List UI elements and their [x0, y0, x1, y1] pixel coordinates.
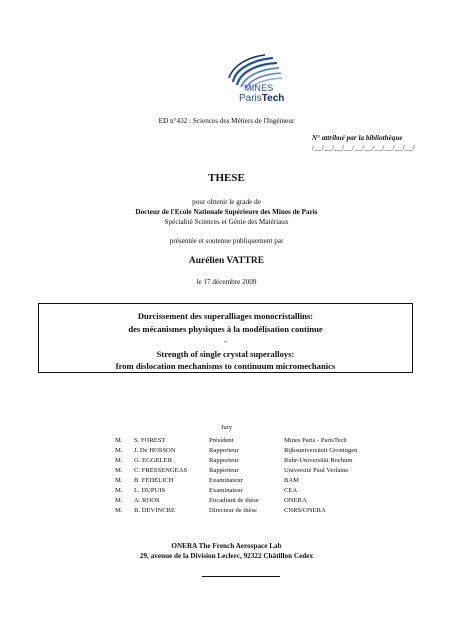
jury-civility: M.: [115, 457, 123, 464]
jury-table: [115, 436, 357, 516]
jury-organization: Université Paul Verlaine: [284, 467, 349, 474]
jury-civility: M.: [115, 497, 123, 504]
table-row: [115, 436, 357, 446]
doctoral-school-line: ED n°432 : Sciences des Métiers de l'Ingénieur: [158, 117, 295, 125]
jury-name: B. FEDELICH: [134, 477, 174, 484]
jury-civility: M.: [115, 487, 123, 494]
jury-civility: M.: [115, 467, 123, 474]
table-row: [115, 486, 357, 496]
lab-address: 29, avenue de la Division Leclerc, 92322 Châtillon Cedex: [139, 552, 314, 560]
jury-name: L. DUPUIS: [134, 487, 166, 494]
thesis-heading: THESE: [208, 172, 245, 184]
jury-organization: CEA: [284, 487, 298, 494]
table-row: [115, 456, 357, 466]
jury-role: Rapporteur: [209, 467, 239, 474]
table-row: [115, 466, 357, 476]
jury-civility: M.: [115, 447, 123, 454]
library-attribution: [312, 134, 415, 152]
jury-organization: ONERA: [284, 497, 307, 504]
table-row: [115, 496, 357, 506]
logo-mines-text: MINES: [244, 83, 274, 93]
jury-civility: M.: [115, 507, 123, 514]
jury-organization: Rijksuniversiteit Groningen: [284, 447, 358, 454]
lab-name: ONERA The French Aerospace Lab: [171, 542, 282, 550]
jury-role: Encadrant de thèse: [209, 497, 259, 504]
jury-organization: Mines Paris - ParisTech: [284, 437, 347, 444]
jury-name: C. FRESSENGEAS: [134, 467, 188, 474]
degree-name: Docteur de l'Ecole Nationale Supérieure des Mines de Paris: [135, 208, 318, 216]
table-row: [115, 446, 357, 456]
jury-role: Rapporteur: [209, 447, 239, 454]
bottom-rule: [202, 576, 280, 577]
attribution-number-slots: /__/__/__/__/__/__/__/__/__/__/: [311, 144, 415, 152]
title-en-line-2: from dislocation mechanisms to continuum micromechanics: [115, 361, 336, 371]
presented-by: présentée et soutenue publiquement par: [169, 237, 284, 245]
jury-organization: CNRS/ONERA: [284, 507, 326, 514]
jury-name: J. De HOSSON: [134, 447, 176, 454]
logo-paris-part: Paris: [239, 93, 262, 104]
jury-name: S. FOREST: [134, 437, 166, 444]
title-fr-line-2: des mécanismes physiques à la modélisation continue: [128, 323, 323, 334]
jury-role: Directeur de thèse: [209, 507, 257, 514]
jury-organization: Ruhr-Universität Bochum: [284, 457, 353, 464]
jury-role: Examinateur: [209, 487, 243, 494]
jury-role: Examinateur: [209, 477, 243, 484]
logo-tech-part: Tech: [261, 93, 285, 104]
grade-intro: pour obtenir le grade de: [192, 198, 261, 206]
jury-role: Président: [209, 437, 234, 444]
jury-heading: Jury: [220, 424, 233, 431]
table-row: [115, 506, 357, 516]
jury-civility: M.: [115, 477, 123, 484]
mines-paristech-logo: [213, 52, 289, 108]
jury-name: B. DEVINCRE: [134, 507, 176, 514]
jury-name: A. ROOS: [134, 497, 160, 504]
title-en-line-1: Strength of single crystal superalloys:: [156, 348, 295, 359]
logo-paristech-text: [239, 93, 284, 104]
table-row: [115, 476, 357, 486]
specialty: Spécialité Sciences et Génie des Matériaux: [164, 218, 289, 226]
title-separator: -: [224, 336, 227, 346]
jury-role: Rapporteur: [209, 457, 239, 464]
author-name: Aurélien VATTRE: [188, 256, 265, 266]
defense-date: le 17 décembre 2009: [196, 278, 257, 286]
jury-organization: BAM: [284, 477, 300, 484]
thesis-title-box: [38, 303, 413, 373]
title-fr-line-1: Durcissement des superalliages monocristallins:: [137, 311, 314, 321]
jury-civility: M.: [115, 437, 123, 444]
jury-name: G. EGGELER: [134, 457, 173, 464]
attribution-label: N° attribué par la bibliothèque: [311, 134, 403, 142]
